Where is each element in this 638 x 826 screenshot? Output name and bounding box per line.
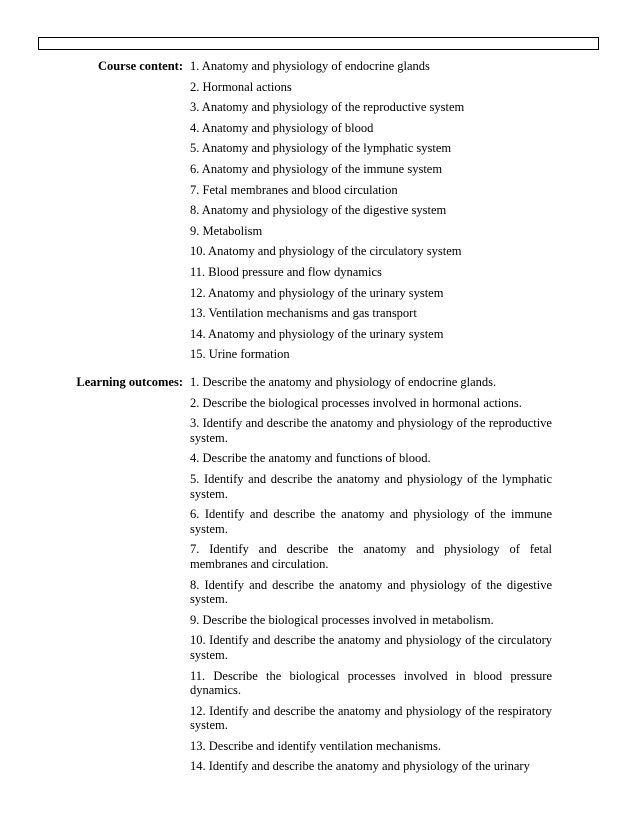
list-item: 9. Describe the biological processes involved in metabolism. [190, 612, 494, 627]
list-item: 12. Identify and describe the anatomy and physiology of the respiratory system. [190, 703, 552, 733]
list-item: 7. Fetal membranes and blood circulation [190, 182, 398, 197]
list-item: 10. Identify and describe the anatomy and physiology of the circulatory system. [190, 633, 552, 662]
list-item: 1. Anatomy and physiology of endocrine glands [190, 59, 430, 73]
list-item: 11. Blood pressure and flow dynamics [190, 264, 382, 279]
list-item: 7. Identify and describe the anatomy and physiology of fetal membranes and circulation. [190, 542, 552, 571]
list-item: 13. Ventilation mechanisms and gas transport [190, 306, 417, 321]
list-item: 2. Hormonal actions [190, 79, 292, 94]
list-item: 9. Metabolism [190, 223, 263, 238]
learning-outcomes-list [190, 375, 552, 780]
list-item: 13. Describe and identify ventilation mechanisms. [190, 738, 441, 753]
course-content-label: Course content: [97, 59, 183, 73]
list-item: 11. Describe the biological processes involved in blood pressure dynamics. [190, 668, 552, 698]
list-item: 4. Describe the anatomy and functions of blood. [190, 451, 431, 466]
list-item: 5. Identify and describe the anatomy and physiology of the lymphatic system. [190, 471, 552, 501]
list-item: 5. Anatomy and physiology of the lymphatic system [190, 141, 452, 156]
header-box [38, 37, 599, 50]
list-item: 1. Describe the anatomy and physiology of endocrine glands. [190, 375, 497, 389]
list-item: 10. Anatomy and physiology of the circulatory system [190, 244, 462, 259]
list-item: 15. Urine formation [190, 347, 290, 362]
list-item: 2. Describe the biological processes involved in hormonal actions. [190, 395, 522, 410]
list-item: 8. Identify and describe the anatomy and physiology of the digestive system. [190, 577, 552, 607]
list-item: 3. Anatomy and physiology of the reproductive system [190, 100, 465, 115]
list-item: 4. Anatomy and physiology of blood [190, 120, 374, 135]
course-content-list [190, 59, 552, 368]
list-item: 14. Identify and describe the anatomy and physiology of the urinary [190, 759, 530, 774]
list-item: 6. Identify and describe the anatomy and physiology of the immune system. [190, 507, 552, 536]
list-item: 12. Anatomy and physiology of the urinary system [190, 285, 444, 300]
list-item: 3. Identify and describe the anatomy and physiology of the reproductive system. [190, 416, 552, 445]
list-item: 6. Anatomy and physiology of the immune system [190, 161, 443, 176]
list-item: 14. Anatomy and physiology of the urinary system [190, 326, 444, 341]
learning-outcomes-label: Learning outcomes: [76, 375, 183, 389]
list-item: 8. Anatomy and physiology of the digestive system [190, 203, 447, 218]
